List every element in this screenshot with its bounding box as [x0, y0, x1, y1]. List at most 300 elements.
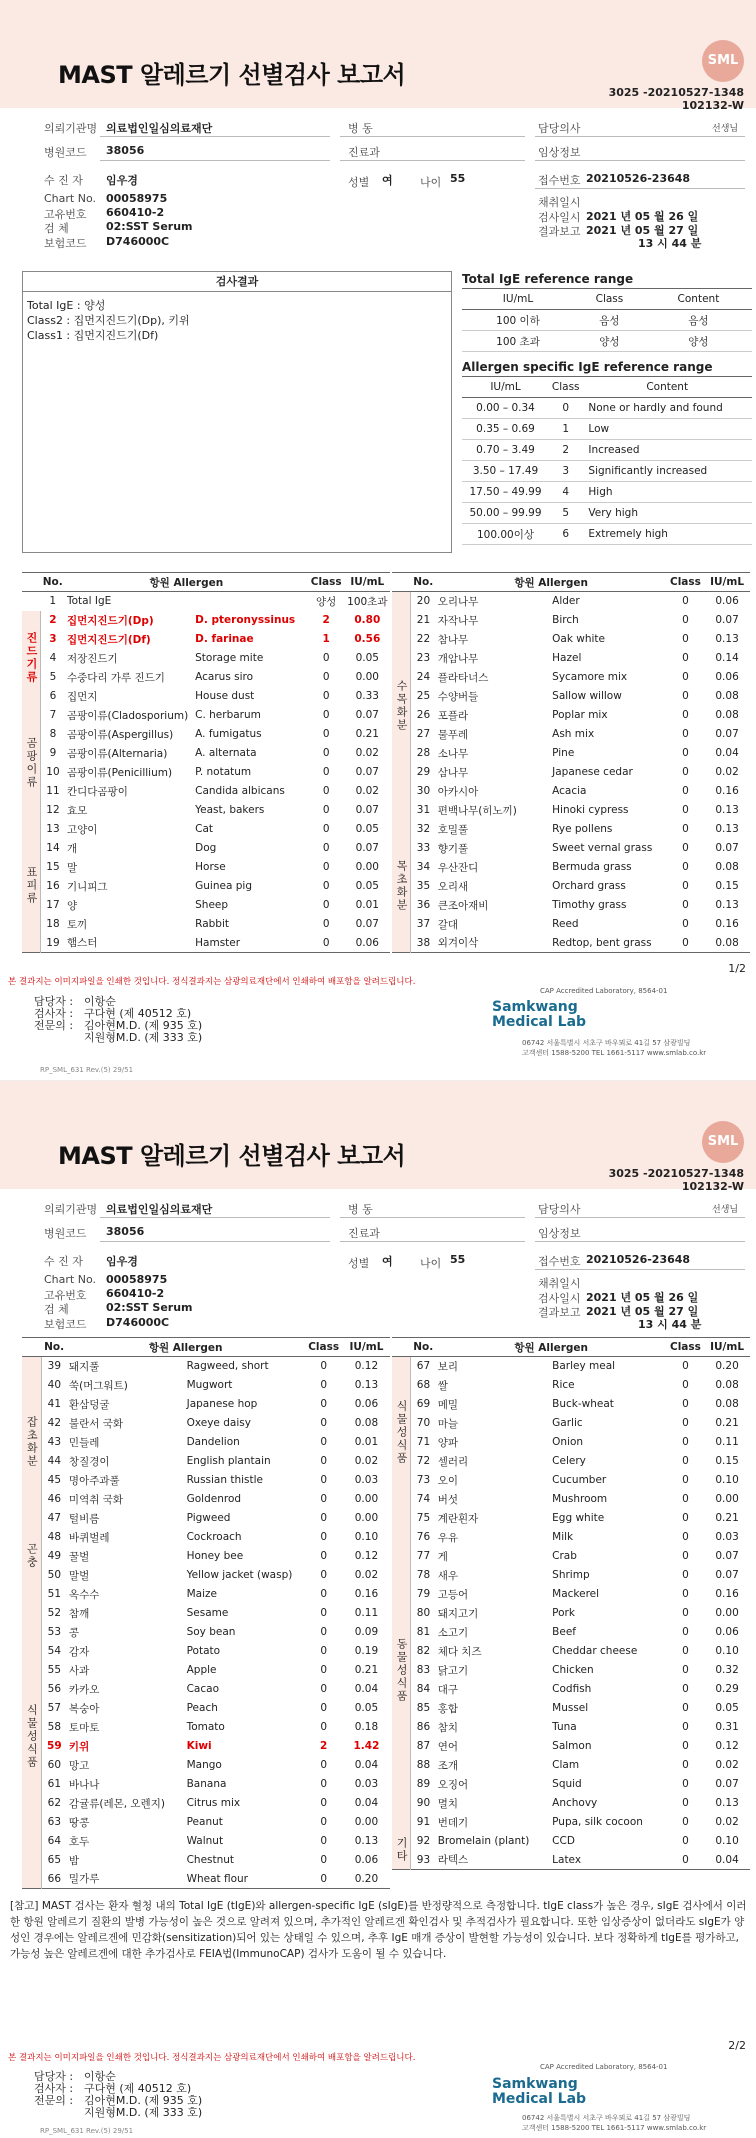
allergen-iu: 0.07 — [355, 918, 379, 930]
allergen-row — [392, 1471, 750, 1490]
allergen-no: 31 — [416, 804, 431, 816]
allergen-iu: 0.06 — [354, 1854, 379, 1866]
allergen-korean: 털비름 — [68, 1512, 100, 1525]
allergen-english: Potato — [186, 1645, 221, 1657]
allergen-english: Poplar mix — [552, 709, 608, 721]
page-number: 1/2 — [728, 962, 746, 975]
allergen-row — [392, 1832, 750, 1851]
allergen-no: 41 — [47, 1398, 62, 1410]
allergen-no: 17 — [46, 899, 60, 911]
signers — [34, 2071, 202, 2119]
allergen-korean: 곰팡이류(Aspergillus) — [66, 728, 174, 741]
allergen-row — [392, 1813, 750, 1832]
allergen-english — [193, 592, 308, 611]
allergen-iu: 0.12 — [354, 1550, 379, 1562]
allergen-class: 0 — [320, 1607, 327, 1619]
allergen-class: 2 — [322, 614, 330, 626]
allergen-class: 0 — [322, 766, 330, 778]
allergen-korean: 불란서 국화 — [68, 1417, 123, 1430]
allergen-korean: 호두 — [68, 1835, 90, 1848]
allergen-korean: 양파 — [437, 1436, 458, 1449]
allergen-iu: 0.08 — [715, 1379, 739, 1391]
allergen-class: 0 — [320, 1626, 327, 1638]
allergen-row — [392, 1528, 750, 1547]
allergen-korean: 토마토 — [68, 1721, 100, 1734]
allergen-no: 7 — [49, 709, 57, 721]
result-line: Total IgE : 양성 — [27, 299, 106, 312]
result-header: 검사결과 — [23, 272, 451, 292]
allergen-english: Goldenrod — [186, 1493, 242, 1505]
allergen-korean: 돼지고기 — [437, 1607, 479, 1620]
allergen-english: Salmon — [552, 1740, 592, 1752]
allergen-english: Storage mite — [195, 652, 264, 664]
allergen-english: Citrus mix — [186, 1797, 241, 1809]
allergen-class: 0 — [320, 1778, 327, 1790]
allergen-class: 0 — [682, 1436, 689, 1448]
allergen-iu: 0.06 — [355, 936, 379, 949]
allergen-class: 1 — [322, 633, 330, 645]
allergen-row — [392, 1794, 750, 1813]
allergen-english: Yellow jacket (wasp) — [186, 1569, 293, 1581]
allergen-group: 표피류 — [22, 820, 40, 953]
allergen-row — [22, 630, 390, 649]
allergen-iu: 0.04 — [354, 1759, 379, 1771]
allergen-korean: 우산잔디 — [437, 861, 479, 874]
allergen-no: 67 — [416, 1360, 431, 1373]
allergen-class: 0 — [682, 747, 689, 759]
allergen-header: 항원 Allergen — [436, 1338, 667, 1357]
allergen-korean: 개 — [66, 842, 78, 855]
signer-name: 이항순 — [84, 2070, 116, 2083]
allergen-class: 0 — [682, 595, 689, 608]
allergen-english: A. alternata — [195, 747, 257, 759]
allergen-iu: 0.20 — [354, 1872, 379, 1885]
allergen-korean: 오리나무 — [437, 595, 479, 608]
allergen-class: 0 — [682, 1645, 689, 1657]
allergen-group: 식물성식품 — [392, 1357, 411, 1509]
allergen-iu: 0.04 — [715, 1853, 739, 1866]
allergen-no: 66 — [47, 1872, 62, 1885]
ref-cell: Very high — [582, 503, 752, 524]
allergen-english: Cucumber — [552, 1474, 607, 1486]
allergen-group: 곰팡이류 — [22, 706, 40, 820]
ref-row — [462, 419, 752, 440]
allergen-iu: 0.01 — [354, 1436, 379, 1448]
allergen-class: 0 — [682, 1759, 689, 1771]
allergen-iu: 0.29 — [715, 1683, 739, 1695]
allergen-no: 92 — [416, 1835, 431, 1847]
allergen-class: 0 — [322, 918, 330, 930]
allergen-english: Ash mix — [552, 728, 595, 740]
allergen-class: 0 — [682, 804, 689, 816]
allergen-english: Crab — [552, 1550, 577, 1562]
allergen-iu: 0.07 — [355, 709, 379, 721]
allergen-no: 50 — [47, 1569, 62, 1581]
allergen-english: Milk — [552, 1531, 574, 1543]
allergen-class: 0 — [322, 936, 330, 949]
allergen-no: 15 — [46, 861, 60, 873]
ref-header: IU/mL — [462, 289, 574, 310]
allergen-english: Onion — [552, 1436, 584, 1448]
allergen-class: 0 — [682, 1797, 689, 1809]
signer-role: 담당자 : — [34, 995, 74, 1008]
allergen-iu: 0.13 — [354, 1835, 379, 1847]
allergen-group: 기타 — [392, 1832, 411, 1870]
allergen-no: 45 — [47, 1474, 62, 1486]
allergen-no: 47 — [47, 1512, 62, 1524]
allergen-korean: 셀러리 — [437, 1455, 469, 1468]
allergen-english: D. farinae — [195, 633, 254, 645]
allergen-iu: 0.07 — [715, 614, 739, 626]
allergen-english: Rye pollens — [552, 823, 613, 835]
allergen-row — [22, 1699, 390, 1718]
ref-cell: 3 — [549, 461, 582, 482]
allergen-iu: 0.03 — [715, 1531, 739, 1543]
allergen-iu: 0.03 — [354, 1778, 379, 1790]
allergen-no: 36 — [416, 899, 431, 911]
allergen-no: 93 — [416, 1853, 431, 1866]
allergen-class: 0 — [322, 747, 330, 759]
allergen-no: 8 — [49, 728, 57, 740]
report-code: 3025 -20210527-1348 102132-W — [608, 1167, 744, 1193]
allergen-english: Mushroom — [552, 1493, 608, 1505]
allergen-row — [22, 820, 390, 839]
allergen-english: Rabbit — [195, 918, 230, 930]
allergen-english: Buck-wheat — [552, 1398, 614, 1410]
allergen-row — [22, 1490, 390, 1509]
allergen-iu: 0.10 — [715, 1474, 739, 1486]
allergen-korean: 멸치 — [437, 1797, 458, 1810]
allergen-class: 0 — [320, 1683, 327, 1695]
sml-brand: Samkwang Medical Lab — [492, 2076, 587, 2107]
allergen-korean: 사과 — [68, 1664, 90, 1677]
allergen-class: 0 — [320, 1702, 327, 1714]
allergen-class: 0 — [320, 1759, 327, 1771]
allergen-english: Japanese hop — [186, 1398, 258, 1410]
allergen-iu: 0.13 — [715, 899, 739, 911]
ref-header: Class — [574, 289, 645, 310]
allergen-no: 39 — [47, 1360, 62, 1373]
allergen-row — [392, 1718, 750, 1737]
allergen-no: 90 — [416, 1797, 431, 1809]
allergen-iu: 0.13 — [715, 633, 739, 645]
ref-cell: 1 — [549, 419, 582, 440]
allergen-class: 0 — [682, 728, 689, 740]
signer-line — [34, 2107, 202, 2119]
allergen-iu: 0.08 — [715, 861, 739, 873]
iu-header: IU/mL — [704, 1338, 750, 1357]
allergen-row — [22, 839, 390, 858]
allergen-english: Timothy grass — [552, 899, 627, 911]
allergen-english: Anchovy — [552, 1797, 598, 1809]
allergen-korean: 햄스터 — [66, 937, 98, 950]
allergen-no: 2 — [49, 614, 57, 626]
signer-role: 검사자 : — [34, 1007, 74, 1020]
allergen-korean: 닭고기 — [437, 1664, 469, 1677]
allergen-korean: 대구 — [437, 1683, 458, 1696]
allergen-class: 0 — [320, 1436, 327, 1448]
allergen-row — [392, 1452, 750, 1471]
group-header — [392, 1338, 411, 1357]
allergen-korean: 체다 치즈 — [437, 1645, 482, 1658]
allergen-korean: 밀가루 — [68, 1873, 100, 1886]
signer-name: 구다현 (제 40512 호) — [84, 1007, 192, 1020]
allergen-korean: 외겨이삭 — [437, 937, 479, 950]
allergen-header: 항원 Allergen — [65, 573, 308, 592]
allergen-korean: 곰팡이류(Cladosporium) — [66, 709, 189, 722]
allergen-iu: 0.32 — [715, 1664, 739, 1676]
allergen-row — [22, 1509, 390, 1528]
allergen-class: 0 — [320, 1816, 327, 1828]
allergen-english: House dust — [195, 690, 255, 702]
allergen-korean: 감귤류(레몬, 오렌지) — [68, 1797, 165, 1810]
allergen-no: 32 — [416, 823, 431, 835]
allergen-english: Sycamore mix — [552, 671, 628, 683]
allergen-english: D. pteronyssinus — [195, 614, 296, 626]
allergen-class: 0 — [682, 880, 689, 892]
ref-cell: 4 — [549, 482, 582, 503]
allergen-english: A. fumigatus — [195, 728, 262, 740]
allergen-class: 0 — [682, 918, 689, 930]
allergen-no: 80 — [416, 1607, 431, 1619]
allergen-row — [22, 1756, 390, 1775]
allergen-class: 0 — [682, 1664, 689, 1676]
allergen-korean: 향기풀 — [437, 842, 469, 855]
allergen-class: 0 — [320, 1645, 327, 1657]
allergen-korean: 칸디다곰팡이 — [66, 785, 128, 798]
allergen-class: 0 — [320, 1360, 327, 1373]
allergen-row — [22, 896, 390, 915]
allergen-korean: 번데기 — [437, 1816, 469, 1829]
allergen-iu: 0.10 — [715, 1645, 739, 1657]
allergen-no: 88 — [416, 1759, 431, 1771]
allergen-iu: 0.06 — [715, 595, 739, 608]
allergen-iu: 0.07 — [715, 1778, 739, 1790]
allergen-korean: 포플라 — [437, 709, 469, 722]
allergen-korean: 고양이 — [66, 823, 98, 836]
allergen-iu: 0.10 — [715, 1835, 739, 1847]
allergen-no: 18 — [46, 918, 60, 930]
allergen-iu: 0.10 — [354, 1531, 379, 1543]
allergen-korean: 아카시아 — [437, 785, 479, 798]
allergen-row — [392, 1376, 750, 1395]
allergen-row — [392, 915, 750, 934]
signer-role: 전문의 : — [34, 2094, 74, 2107]
allergen-no: 6 — [49, 690, 57, 702]
allergen-english: Acarus siro — [195, 671, 254, 683]
allergen-english: Sallow willow — [552, 690, 622, 702]
allergen-class: 0 — [682, 1455, 689, 1467]
allergen-english: Banana — [186, 1778, 227, 1790]
allergen-english: Shrimp — [552, 1569, 590, 1581]
allergen-korean: 오리새 — [437, 880, 469, 893]
allergen-iu: 0.13 — [715, 823, 739, 835]
allergen-iu: 0.07 — [355, 766, 379, 778]
allergen-no: 29 — [416, 766, 431, 778]
allergen-iu: 0.05 — [354, 1702, 379, 1714]
allergen-no: 65 — [47, 1854, 62, 1866]
patient-info: 의뢰기관명 의료법인일심의료재단 병 동 담당의사 선생님 병원코드 38056 진료과 임상정보 수 진 자 임우경 성별 여 나이 55 접수번호 20210526-23648 Chart No. 00058975 고유번호 660410-2 검 체 02:SST Serum 보험코드 D746000C 채취일시 검사일시 2021 년 05 월 26 일 결과보고 2021 년 05 월 27 일 13 시 44 분 — [0, 112, 756, 262]
allergen-no: 24 — [416, 671, 431, 683]
allergen-row — [392, 1756, 750, 1775]
allergen-group: 곤충 — [22, 1528, 41, 1585]
allergen-korean: 창질경이 — [68, 1455, 110, 1468]
allergen-row — [392, 668, 750, 687]
allergen-english: Peach — [186, 1702, 218, 1714]
ref-cell: 3.50 – 17.49 — [462, 461, 549, 482]
allergen-iu: 0.07 — [715, 1550, 739, 1562]
allergen-korean: 물푸레 — [437, 728, 469, 741]
allergen-english: Apple — [186, 1664, 217, 1676]
allergen-english: Walnut — [186, 1835, 224, 1847]
allergen-english: Acacia — [552, 785, 587, 797]
allergen-class: 0 — [322, 671, 330, 683]
allergen-class: 0 — [682, 899, 689, 911]
allergen-row — [392, 896, 750, 915]
allergen-iu: 0.04 — [354, 1797, 379, 1809]
allergen-row — [392, 1433, 750, 1452]
print-warning: 본 결과지는 이미지파일을 인쇄한 것입니다. 정식결과지는 삼광의료재단에서 인쇄하여 배포함을 알려드립니다. — [8, 977, 416, 987]
allergen-iu: 0.21 — [355, 728, 379, 740]
allergen-no: 46 — [47, 1493, 62, 1505]
sml-logo-icon: SML — [702, 40, 744, 82]
allergen-row — [22, 725, 390, 744]
report-header — [0, 0, 756, 112]
allergen-no: 30 — [416, 785, 431, 797]
allergen-class: 0 — [322, 728, 330, 740]
allergen-english: Yeast, bakers — [195, 804, 265, 816]
allergen-english: Celery — [552, 1455, 586, 1467]
allergen-table-right — [392, 1337, 750, 1870]
allergen-class: 2 — [320, 1740, 328, 1752]
allergen-iu: 0.31 — [715, 1721, 739, 1733]
allergen-row — [392, 1623, 750, 1642]
allergen-korean: 게 — [437, 1550, 448, 1563]
allergen-korean: 계란흰자 — [437, 1512, 479, 1525]
allergen-row — [392, 1585, 750, 1604]
allergen-row — [22, 1414, 390, 1433]
allergen-korean: 돼지풀 — [68, 1360, 100, 1373]
allergen-iu: 0.13 — [715, 804, 739, 816]
allergen-class: 0 — [682, 1588, 689, 1600]
allergen-english: Mussel — [552, 1702, 589, 1714]
report-header — [0, 1081, 756, 1193]
allergen-row — [392, 1851, 750, 1870]
allergen-korean: 플라타너스 — [437, 671, 489, 684]
allergen-class: 0 — [682, 1569, 689, 1581]
allergen-english: Pine — [552, 747, 575, 759]
allergen-english: Tuna — [552, 1721, 577, 1733]
allergen-row — [392, 1566, 750, 1585]
allergen-class: 0 — [320, 1493, 327, 1505]
allergen-class: 0 — [682, 1626, 689, 1638]
allergen-row — [22, 1775, 390, 1794]
allergen-english: Peanut — [186, 1816, 223, 1828]
allergen-english: Beef — [552, 1626, 576, 1638]
allergen-korean: 집먼지진드기(Dp) — [66, 614, 154, 627]
allergen-row — [392, 592, 750, 611]
page-number: 2/2 — [728, 2039, 746, 2052]
allergen-no: 59 — [47, 1740, 62, 1752]
hospital-code-value: 38056 — [106, 144, 145, 157]
ref-cell: 100 이하 — [462, 310, 574, 331]
allergen-class: 0 — [322, 709, 330, 721]
allergen-iu: 100초과 — [347, 595, 388, 608]
allergen-class: 0 — [322, 785, 330, 797]
allergen-row — [392, 1680, 750, 1699]
allergen-iu: 0.05 — [355, 823, 379, 835]
ref-row — [462, 461, 752, 482]
allergen-korean: 말벌 — [68, 1569, 90, 1582]
allergen-korean: 참깨 — [68, 1607, 90, 1620]
allergen-iu: 0.33 — [355, 690, 379, 702]
allergen-row — [22, 744, 390, 763]
result-line: Class1 : 집먼지진드기(Df) — [27, 329, 159, 342]
allergen-iu: 0.02 — [354, 1569, 379, 1581]
ref-cell: Extremely high — [582, 524, 752, 545]
allergen-row — [22, 1718, 390, 1737]
allergen-korean: 조개 — [437, 1759, 458, 1772]
allergen-no: 81 — [416, 1626, 431, 1638]
allergen-no: 40 — [47, 1379, 62, 1391]
allergen-korean: 땅콩 — [68, 1816, 90, 1829]
allergen-class: 0 — [682, 1531, 689, 1543]
allergen-iu: 0.03 — [354, 1474, 379, 1486]
allergen-row — [22, 592, 390, 611]
allergen-group: 식물성식품 — [22, 1585, 41, 1889]
allergen-row — [22, 1851, 390, 1870]
allergen-english: Chicken — [552, 1664, 594, 1676]
allergen-korean: 참나무 — [437, 633, 469, 646]
allergen-row — [22, 782, 390, 801]
allergen-class: 0 — [682, 1702, 689, 1714]
ref-cell: None or hardly and found — [582, 398, 752, 419]
allergen-row — [22, 1433, 390, 1452]
allergen-class: 0 — [682, 690, 689, 702]
allergen-group: 목초화분 — [392, 820, 411, 953]
allergen-korean: 환삼덩굴 — [68, 1398, 110, 1411]
allergen-iu: 0.11 — [715, 1436, 739, 1448]
allergen-iu: 0.05 — [715, 1702, 739, 1714]
allergen-row — [22, 1395, 390, 1414]
allergen-row — [392, 649, 750, 668]
allergen-no: 16 — [46, 880, 60, 892]
allergen-iu: 0.04 — [354, 1683, 379, 1695]
allergen-iu: 0.04 — [715, 747, 739, 759]
allergen-korean: 수중다리 가루 진드기 — [66, 671, 165, 684]
allergen-english: Tomato — [186, 1721, 225, 1733]
allergen-iu: 0.01 — [355, 899, 379, 911]
allergen-english: Mango — [186, 1759, 222, 1771]
allergen-row — [392, 706, 750, 725]
allergen-english: Kiwi — [186, 1740, 212, 1752]
allergen-class: 0 — [320, 1417, 327, 1429]
allergen-iu: 0.05 — [355, 652, 379, 664]
allergen-row — [22, 1680, 390, 1699]
allergen-row — [392, 611, 750, 630]
allergen-header: 항원 Allergen — [436, 573, 667, 592]
allergen-class: 0 — [322, 880, 330, 892]
ref-cell: 양성 — [645, 331, 752, 352]
allergen-iu: 0.18 — [354, 1721, 379, 1733]
allergen-english: Sesame — [186, 1607, 229, 1619]
allergen-english: Bermuda grass — [552, 861, 632, 873]
allergen-no: 87 — [416, 1740, 431, 1752]
ref-row — [462, 440, 752, 461]
allergen-iu: 0.12 — [354, 1360, 379, 1373]
allergen-class: 0 — [682, 1550, 689, 1562]
allergen-korean: 바퀴벌레 — [68, 1531, 110, 1544]
